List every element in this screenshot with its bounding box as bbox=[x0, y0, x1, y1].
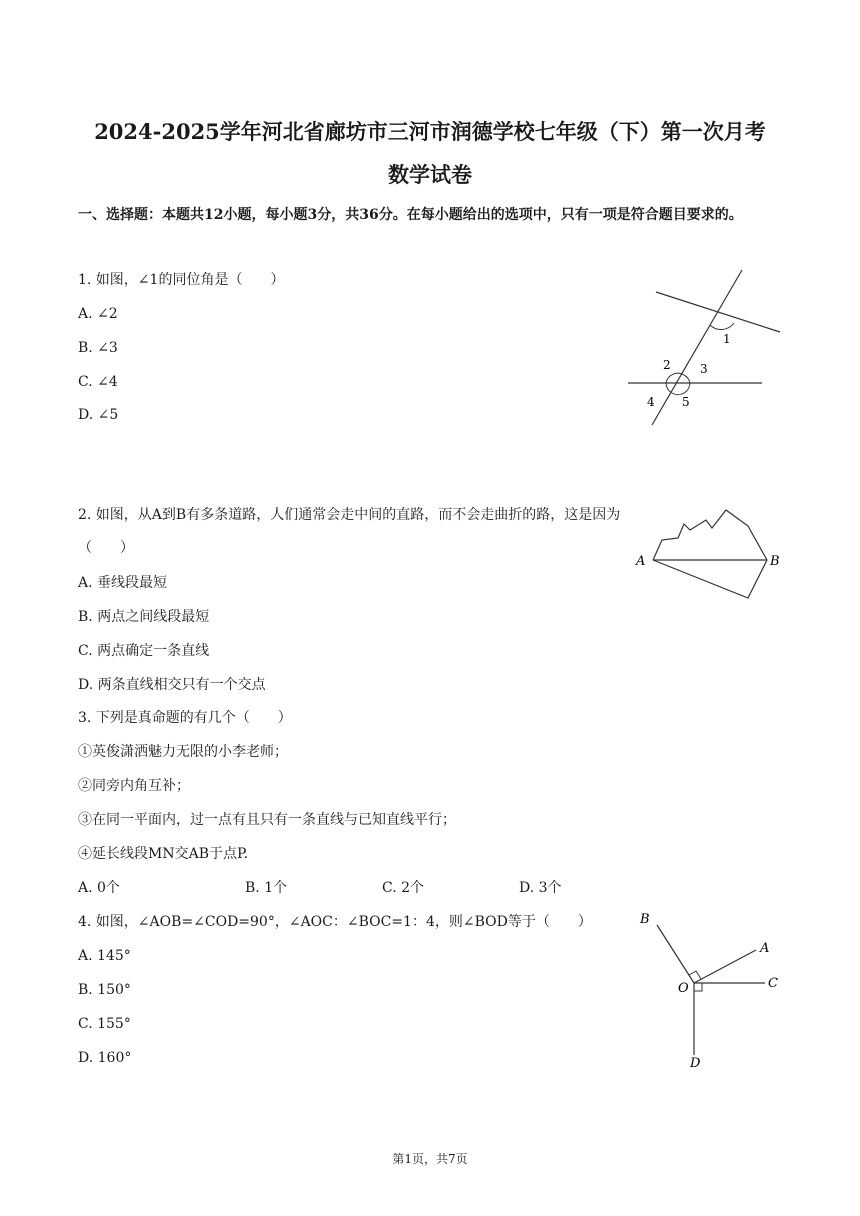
exam-subtitle: 数学试卷 bbox=[388, 162, 472, 187]
section-heading: 一、选择题：本题共12小题，每小题3分，共36分。在每小题给出的选项中，只有一项是符合题目要求的。 bbox=[78, 207, 743, 223]
question-1-stem: 1. 如图，∠1的同位角是（ ） bbox=[78, 272, 285, 288]
question-4-option-b: B. 150° bbox=[78, 982, 131, 998]
angle-label-3: 3 bbox=[700, 362, 708, 376]
question-2-option-a: A. 垂线段最短 bbox=[78, 575, 168, 591]
question-1-figure bbox=[620, 265, 790, 435]
question-3-option-b: B. 1个 bbox=[245, 880, 288, 896]
point-label-o: O bbox=[678, 981, 689, 996]
question-3-stem: 3. 下列是真命题的有几个（ ） bbox=[78, 710, 292, 726]
point-label-b: B bbox=[770, 554, 780, 569]
page-footer: 第1页，共7页 bbox=[392, 1152, 468, 1166]
point-label-d: D bbox=[690, 1056, 701, 1071]
angle-1-arc bbox=[710, 323, 734, 330]
point-label-a: A bbox=[636, 554, 646, 569]
question-3-option-d: D. 3个 bbox=[519, 880, 562, 896]
winding-road bbox=[653, 510, 767, 560]
question-2-stem: 2. 如图，从A到B有多条道路，人们通常会走中间的直路，而不会走曲折的路，这是因为（ ） bbox=[78, 507, 621, 556]
question-4-figure bbox=[630, 905, 790, 1080]
question-3-option-a: A. 0个 bbox=[78, 880, 120, 896]
question-4-option-d: D. 160° bbox=[78, 1050, 132, 1066]
ray-oa bbox=[694, 950, 756, 983]
question-3-statement-1: ①英俊潇洒魅力无限的小李老师； bbox=[78, 744, 288, 760]
question-4-option-c: C. 155° bbox=[78, 1016, 131, 1032]
question-2-option-d: D. 两条直线相交只有一个交点 bbox=[78, 677, 266, 693]
question-4-stem: 4. 如图，∠AOB=∠COD=90°，∠AOC：∠BOC=1：4，则∠BOD等于（ ） bbox=[78, 914, 592, 930]
right-angle-cod bbox=[694, 983, 702, 991]
question-3-statement-2: ②同旁内角互补； bbox=[78, 778, 190, 794]
angle-label-2: 2 bbox=[663, 358, 671, 372]
angle-label-1: 1 bbox=[723, 332, 731, 346]
angle-label-4: 4 bbox=[647, 395, 655, 409]
point-label-b: B bbox=[640, 912, 650, 927]
question-3-option-c: C. 2个 bbox=[382, 880, 425, 896]
question-1-option-a: A. ∠2 bbox=[78, 306, 118, 322]
exam-title: 2024-2025学年河北省廊坊市三河市润德学校七年级（下）第一次月考 bbox=[94, 119, 766, 144]
question-3-statement-3: ③在同一平面内，过一点有且只有一条直线与已知直线平行； bbox=[78, 812, 456, 828]
point-label-a: A bbox=[760, 941, 770, 956]
question-2-figure bbox=[630, 500, 790, 610]
question-1-option-d: D. ∠5 bbox=[78, 407, 119, 423]
angle-3-arc bbox=[684, 375, 690, 383]
lower-road bbox=[653, 560, 767, 598]
ray-ob bbox=[657, 925, 694, 983]
point-label-c: C bbox=[768, 976, 778, 991]
transversal-line bbox=[652, 270, 742, 425]
question-4-option-a: A. 145° bbox=[78, 948, 131, 964]
question-3-statement-4: ④延长线段MN交AB于点P. bbox=[78, 846, 249, 862]
question-2-option-c: C. 两点确定一条直线 bbox=[78, 643, 210, 659]
question-1-option-b: B. ∠3 bbox=[78, 340, 118, 356]
question-2-option-b: B. 两点之间线段最短 bbox=[78, 609, 210, 625]
angle-label-5: 5 bbox=[682, 395, 690, 409]
question-1-option-c: C. ∠4 bbox=[78, 374, 118, 390]
